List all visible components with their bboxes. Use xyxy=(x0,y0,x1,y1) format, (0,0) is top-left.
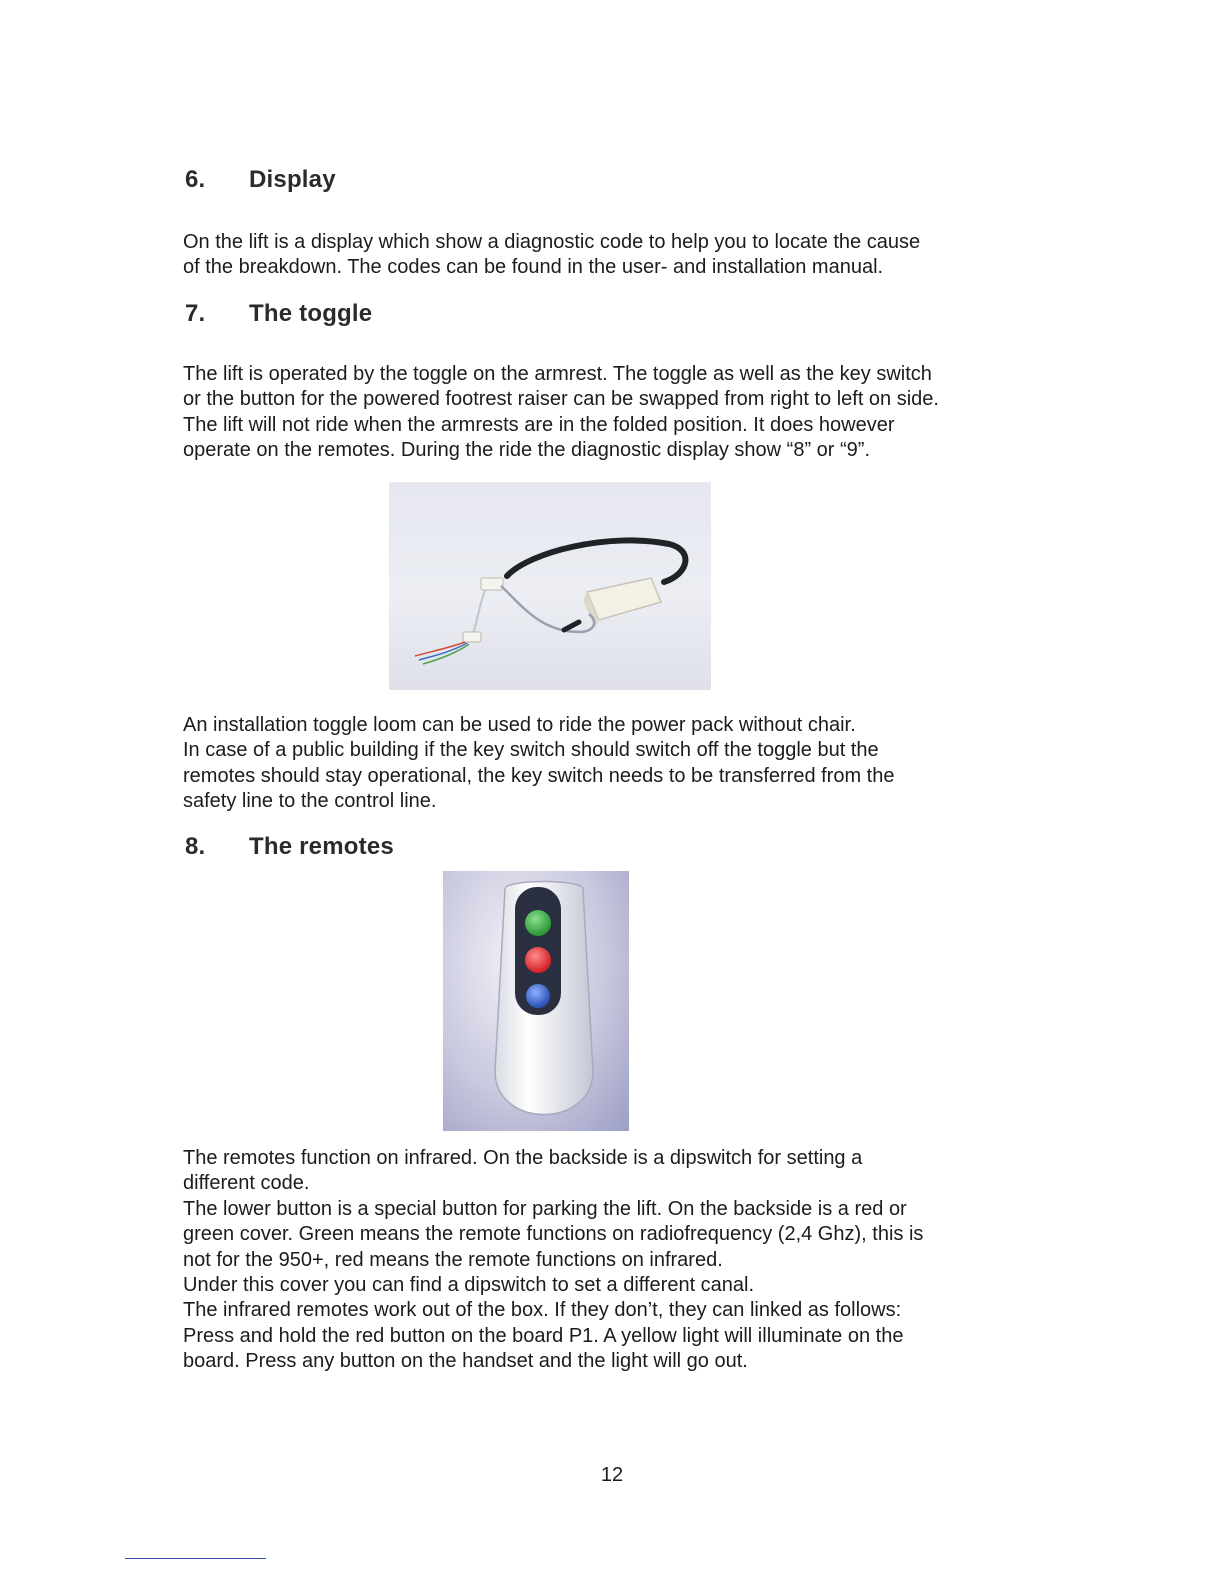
section-number: 8. xyxy=(185,833,206,860)
text-line: The lower button is a special button for parking the lift. On the backside is a red or xyxy=(183,1197,907,1220)
text-line: board. Press any button on the handset and the light will go out. xyxy=(183,1350,748,1373)
remote-button-green xyxy=(525,910,551,936)
section-title: Display xyxy=(249,166,336,193)
remote-button-blue xyxy=(526,984,550,1008)
text-line: Press and hold the red button on the board P1. A yellow light will illuminate on the xyxy=(183,1324,904,1347)
text-line: On the lift is a display which show a diagnostic code to help you to locate the cause xyxy=(183,231,921,253)
text-line: of the breakdown. The codes can be found in the user- and installation manual. xyxy=(183,256,884,279)
toggle-loom-paragraph xyxy=(183,713,1063,815)
remote-illustration xyxy=(443,871,629,1131)
text-line: not for the 950+, red means the remote functions on infrared. xyxy=(183,1248,723,1271)
remote-button-red xyxy=(525,947,551,973)
page-number: 12 xyxy=(600,1464,624,1486)
remotes-paragraph xyxy=(183,1146,1063,1375)
section-heading-toggle xyxy=(185,300,372,328)
text-line: The lift is operated by the toggle on the armrest. The toggle as well as the key switch xyxy=(183,363,932,385)
section-title: The remotes xyxy=(249,833,394,860)
section-number: 7. xyxy=(185,300,206,327)
text-line: The lift will not ride when the armrests are in the folded position. It does however xyxy=(183,413,895,436)
text-line: Under this cover you can find a dipswitch to set a different canal. xyxy=(183,1274,755,1297)
section-heading-remotes xyxy=(185,833,394,861)
section-title: The toggle xyxy=(249,300,373,327)
text-line: operate on the remotes. During the ride the diagnostic display show “8” or “9”. xyxy=(183,439,871,462)
section-number: 6. xyxy=(185,166,206,193)
toggle-paragraph xyxy=(183,362,1063,464)
text-line: In case of a public building if the key switch should switch off the toggle but the xyxy=(183,739,879,762)
text-line: remotes should stay operational, the key switch needs to be transferred from the xyxy=(183,764,895,787)
section-heading-display xyxy=(185,166,336,194)
text-line: The infrared remotes work out of the box. If they don’t, they can linked as follows: xyxy=(183,1299,902,1322)
text-line: green cover. Green means the remote functions on radiofrequency (2,4 Ghz), this is xyxy=(183,1223,924,1246)
toggle-loom-photo xyxy=(389,482,711,690)
text-line: or the button for the powered footrest raiser can be swapped from right to left on side. xyxy=(183,388,939,411)
footnote-separator xyxy=(125,1558,266,1559)
text-line: safety line to the control line. xyxy=(183,790,437,813)
toggle-loom-illustration xyxy=(389,482,711,690)
display-paragraph xyxy=(183,230,1063,281)
text-line: different code. xyxy=(183,1172,310,1195)
text-line: The remotes function on infrared. On the backside is a dipswitch for setting a xyxy=(183,1147,863,1169)
text-line: An installation toggle loom can be used to ride the power pack without chair. xyxy=(183,714,856,736)
remote-photo xyxy=(443,871,629,1131)
